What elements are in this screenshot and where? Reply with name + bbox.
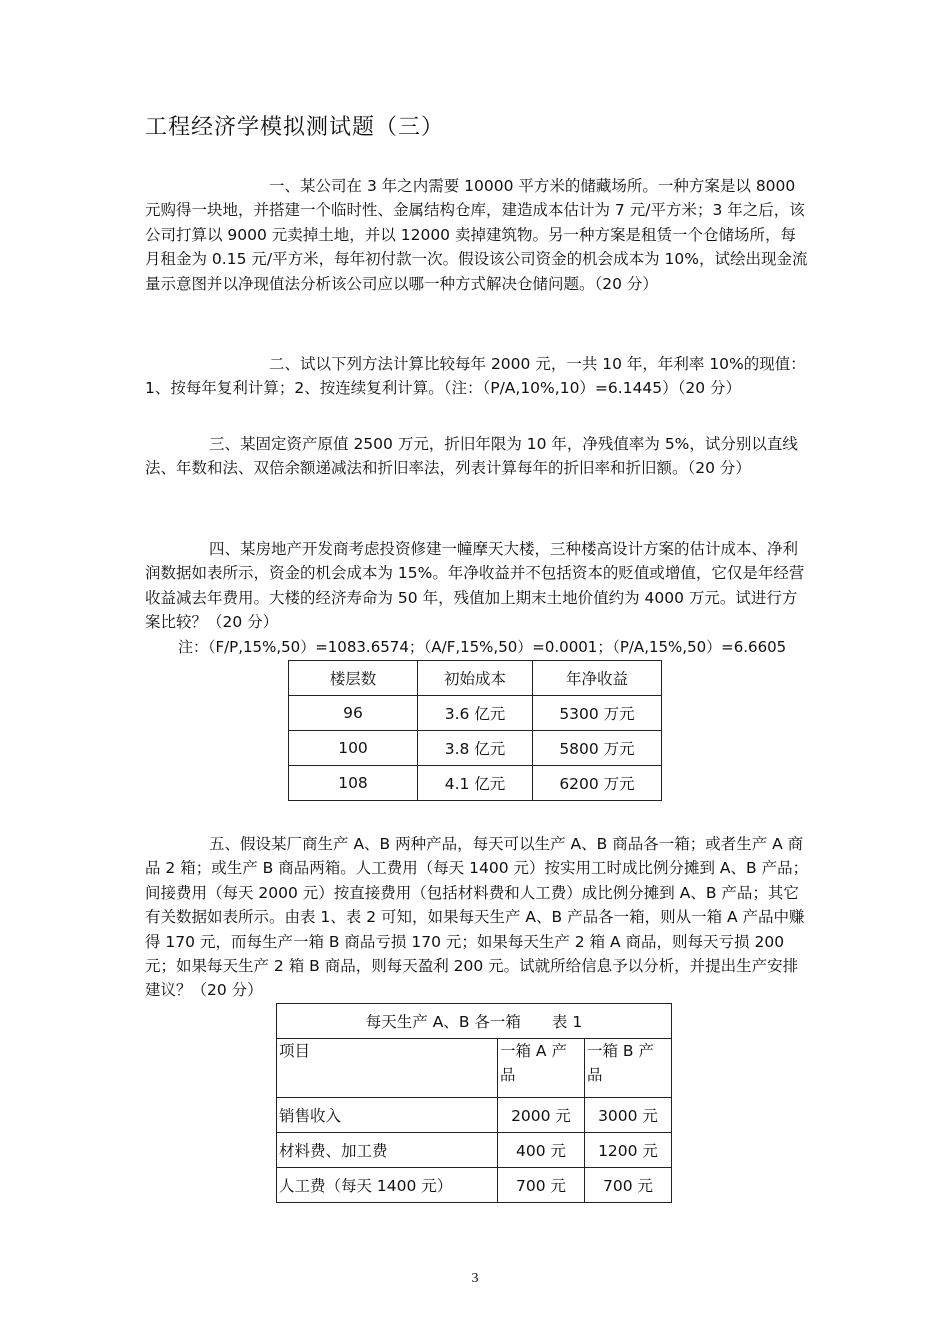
product-cost-table: [276, 1003, 672, 1203]
table-header-cell: 项目: [277, 1039, 498, 1098]
question-4: [145, 537, 810, 635]
table-row: [289, 731, 662, 766]
table-cell: 3.8 亿元: [418, 731, 533, 766]
question-4-note: 注：（F/P,15%,50）=1083.6574；（A/F,15%,50）=0.0001；（P/A,15%,50）=6.6605: [178, 638, 787, 656]
question-4-number: 四、: [209, 540, 241, 558]
building-options-table: [288, 660, 662, 801]
question-5-text: 假设某厂商生产 A、B 两种产品，每天可以生产 A、B 商品各一箱；或者生产 A 商品 2 箱；或生产 B 商品两箱。人工费用（每天 1400 元）按实用工时成比例分摊到 A、B 产品；间接费用（每天 2000 元）按直接费用（包括材料费和人工费）成比例分摊到 A、B 产品；其它有关数据如表所示。由表 1、表 2 可知，如果每天生产 A、B 产品各一箱，则从一箱 A 产品中赚得 170 元，而每生产一箱 B 商品亏损 170 元；如果每天生产 2 箱 A 商品，则每天亏损 200 元；如果每天生产 2 箱 B 商品，则每天盈利 200 元。试就所给信息予以分析，并提出生产安排建议？（20 分）: [145, 835, 809, 1000]
table-cell: 5300 万元: [533, 696, 662, 731]
table-row: [289, 766, 662, 801]
question-3-text: 某固定资产原值 2500 万元，折旧年限为 10 年，净残值率为 5%，试分别以直线法、年数和法、双倍余额递减法和折旧率法，列表计算每年的折旧率和折旧额。（20 分）: [145, 435, 798, 478]
table-row: [277, 1133, 672, 1168]
table-caption-row: [277, 1004, 672, 1039]
table-caption: 每天生产 A、B 各一箱 表 1: [277, 1004, 672, 1039]
question-5-number: 五、: [209, 835, 241, 853]
table-header-cell: 楼层数: [289, 661, 418, 696]
question-1-text: 某公司在 3 年之内需要 10000 平方米的储藏场所。一种方案是以 8000 元购得一块地，并搭建一个临时性、金属结构仓库，建造成本估计为 7 元/平方米；3 年之后，该公司打算以 9000 元卖掉土地，并以 12000 卖掉建筑物。另一种方案是租赁一个仓储场所，每月租金为 0.15 元/平方米，每年初付款一次。假设该公司资金的机会成本为 10%，试绘出现金流量示意图并以净现值法分析该公司应以哪一种方式解决仓储问题。（20 分）: [145, 177, 808, 293]
table-header-cell: 一箱 B 产品: [585, 1039, 672, 1098]
table-header-row: [289, 661, 662, 696]
table-row: [277, 1168, 672, 1203]
table-cell: 销售收入: [277, 1098, 498, 1133]
page-number: 3: [471, 1271, 479, 1286]
table-header-cell: 年净收益: [533, 661, 662, 696]
table-cell: 1200 元: [585, 1133, 672, 1168]
table-cell: 2000 元: [498, 1098, 585, 1133]
table-cell: 700 元: [585, 1168, 672, 1203]
table-cell: 材料费、加工费: [277, 1133, 498, 1168]
question-1: [145, 174, 810, 296]
table-cell: 108: [289, 766, 418, 801]
table-cell: 100: [289, 731, 418, 766]
question-2-text: 试以下列方法计算比较每年 2000 元，一共 10 年，年利率 10%的现值：1、按每年复利计算；2、按连续复利计算。（注：（P/A,10%,10）=6.1445）（20 分）: [145, 355, 806, 398]
table-cell: 3000 元: [585, 1098, 672, 1133]
question-2: [145, 352, 810, 401]
question-2-number: 二、: [269, 355, 301, 373]
table-cell: 4.1 亿元: [418, 766, 533, 801]
table-cell: 400 元: [498, 1133, 585, 1168]
table-header-row: [277, 1039, 672, 1098]
table-cell: 3.6 亿元: [418, 696, 533, 731]
table-row: [289, 696, 662, 731]
question-3-number: 三、: [209, 435, 241, 453]
table-cell: 96: [289, 696, 418, 731]
question-3: [145, 432, 810, 481]
page-title: 工程经济学模拟测试题（三）: [145, 115, 445, 140]
question-5: [145, 832, 810, 1003]
table-cell: 人工费（每天 1400 元）: [277, 1168, 498, 1203]
question-4-text: 某房地产开发商考虑投资修建一幢摩天大楼，三种楼高设计方案的估计成本、净利润数据如表所示，资金的机会成本为 15%。年净收益并不包括资本的贬值或增值，它仅是年经营收益减去年费用。大楼的经济寿命为 50 年，残值加上期末土地价值约为 4000 万元。试进行方案比较？（20 分）: [145, 540, 805, 632]
table-header-cell: 一箱 A 产品: [498, 1039, 585, 1098]
table-header-cell: 初始成本: [418, 661, 533, 696]
table-cell: 5800 万元: [533, 731, 662, 766]
table-cell: 700 元: [498, 1168, 585, 1203]
question-1-number: 一、: [269, 177, 301, 195]
table-row: [277, 1098, 672, 1133]
table-cell: 6200 万元: [533, 766, 662, 801]
